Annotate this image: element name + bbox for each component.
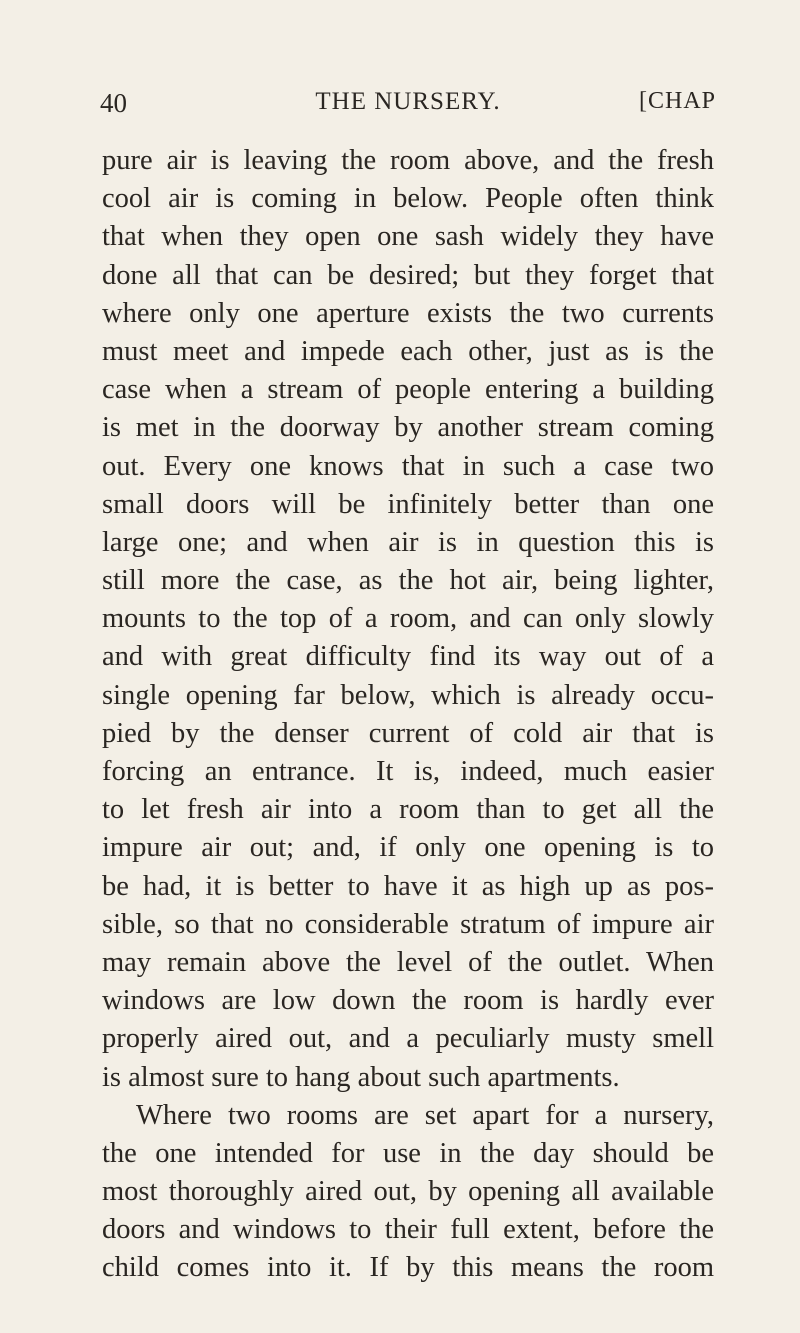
text-line: case when a stream of people entering a building — [102, 374, 714, 406]
text-line: mounts to the top of a room, and can only slowly — [102, 603, 714, 635]
text-line: where only one aperture exists the two currents — [102, 297, 714, 329]
text-line: large one; and when air is in question this is — [102, 526, 714, 558]
text-line: forcing an entrance. It is, indeed, much easier — [102, 756, 714, 787]
text-line: pure air is leaving the room above, and the fresh — [102, 145, 714, 176]
text-line: that when they open one sash widely they have — [102, 221, 714, 253]
text-line: pied by the denser current of cold air that is — [102, 717, 714, 749]
text-line: be had, it is better to have it as high up as pos- — [102, 870, 714, 902]
text-line: to let fresh air into a room than to get all the — [102, 794, 714, 826]
text-line: single opening far below, which is already occu- — [102, 679, 714, 711]
text-line: cool air is coming in below. People often think — [102, 183, 714, 215]
text-line: impure air out; and, if only one opening is to — [102, 832, 714, 864]
page-header — [100, 88, 716, 128]
text-line: must meet and impede each other, just as is the — [102, 335, 714, 367]
text-line: is met in the doorway by another stream coming — [102, 412, 714, 444]
paragraph-first-line: Where two rooms are set apart for a nursery, — [136, 1099, 714, 1131]
text-line: done all that can be desired; but they forget that — [102, 259, 714, 291]
text-line: doors and windows to their full extent, before the — [102, 1214, 714, 1246]
text-line: windows are low down the room is hardly ever — [102, 985, 714, 1017]
text-line: child comes into it. If by this means the room — [102, 1252, 714, 1284]
text-line: is almost sure to hang about such apartments. — [102, 1061, 620, 1093]
text-line: small doors will be infinitely better than one — [102, 488, 714, 520]
page-number: 40 — [100, 88, 127, 118]
text-line: out. Every one knows that in such a case two — [102, 450, 714, 482]
text-line: the one intended for use in the day should be — [102, 1137, 714, 1169]
text-line: most thoroughly aired out, by opening all available — [102, 1176, 714, 1208]
text-line: still more the case, as the hot air, being lighter, — [102, 565, 714, 597]
body-text — [102, 142, 714, 1288]
text-line: may remain above the level of the outlet. When — [102, 946, 714, 978]
text-line: sible, so that no considerable stratum of impure air — [102, 908, 714, 940]
text-line: and with great difficulty find its way out of a — [102, 641, 714, 673]
text-line: properly aired out, and a peculiarly musty smell — [102, 1023, 714, 1055]
running-title: THE NURSERY. — [315, 88, 501, 115]
chapter-mark: [CHAP — [638, 88, 716, 114]
